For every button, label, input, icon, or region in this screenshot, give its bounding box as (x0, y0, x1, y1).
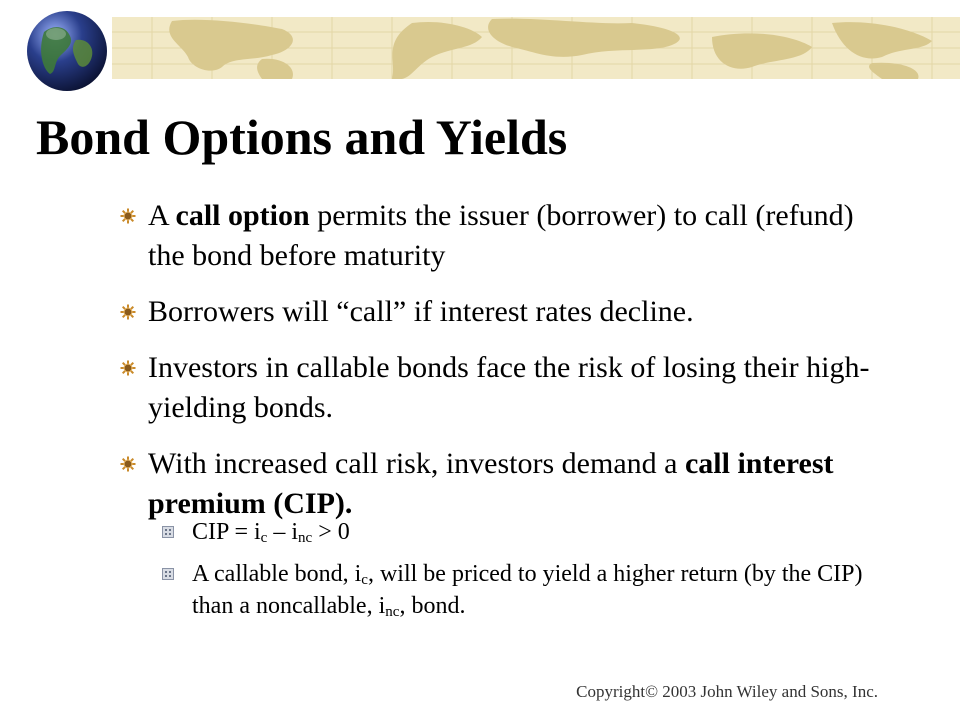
bold-term: call interest premium (CIP). (148, 447, 834, 520)
bullet-item (120, 196, 880, 276)
text-run: CIP = i (192, 519, 261, 545)
sun-bullet-icon (120, 208, 136, 224)
bullet-text (148, 295, 694, 328)
text-run: permits the issuer (borrower) to call (refund) the bond before maturity (148, 199, 854, 272)
bold-term: call option (175, 199, 310, 232)
globe-icon (26, 10, 108, 92)
bullet-item (120, 444, 880, 622)
text-run: , bond. (399, 593, 466, 619)
subscript: nc (298, 530, 313, 546)
square-bullet-icon (162, 568, 174, 580)
sun-bullet-icon (120, 304, 136, 320)
text-run: , will be priced to yield a higher return (by the CIP) than a noncallable, i (192, 561, 863, 619)
sun-bullet-icon (120, 360, 136, 376)
bullet-item (120, 348, 880, 428)
sub-bullet-text (192, 519, 350, 545)
bullet-list (120, 196, 880, 638)
text-run: A (148, 199, 176, 232)
world-map-strip (112, 17, 960, 79)
header-banner (0, 0, 960, 96)
subscript: c (260, 530, 268, 546)
subscript: nc (385, 604, 400, 620)
sub-bullet-list (148, 516, 880, 622)
subscript: c (361, 572, 368, 588)
slide-title: Bond Options and Yields (36, 109, 568, 165)
sun-bullet-icon (120, 456, 136, 472)
text-run: – i (267, 519, 299, 545)
text-run: With increased call risk, investors demand a (148, 447, 685, 480)
text-run: > 0 (312, 519, 350, 545)
bullet-item (120, 292, 880, 332)
sub-bullet-item (148, 516, 880, 548)
text-run: A callable bond, i (192, 561, 362, 587)
text-run: Borrowers will “call” if interest rates decline. (148, 295, 694, 328)
text-run: Investors in callable bonds face the risk of losing their high-yielding bonds. (148, 351, 870, 424)
world-map-icon (112, 17, 960, 79)
copyright-footer: Copyright© 2003 John Wiley and Sons, Inc. (576, 682, 878, 701)
sub-bullet-item (148, 558, 880, 622)
bullet-text (148, 199, 854, 272)
bullet-text (148, 351, 869, 424)
bullet-text (148, 447, 834, 520)
square-bullet-icon (162, 526, 174, 538)
sub-bullet-text (192, 561, 863, 619)
